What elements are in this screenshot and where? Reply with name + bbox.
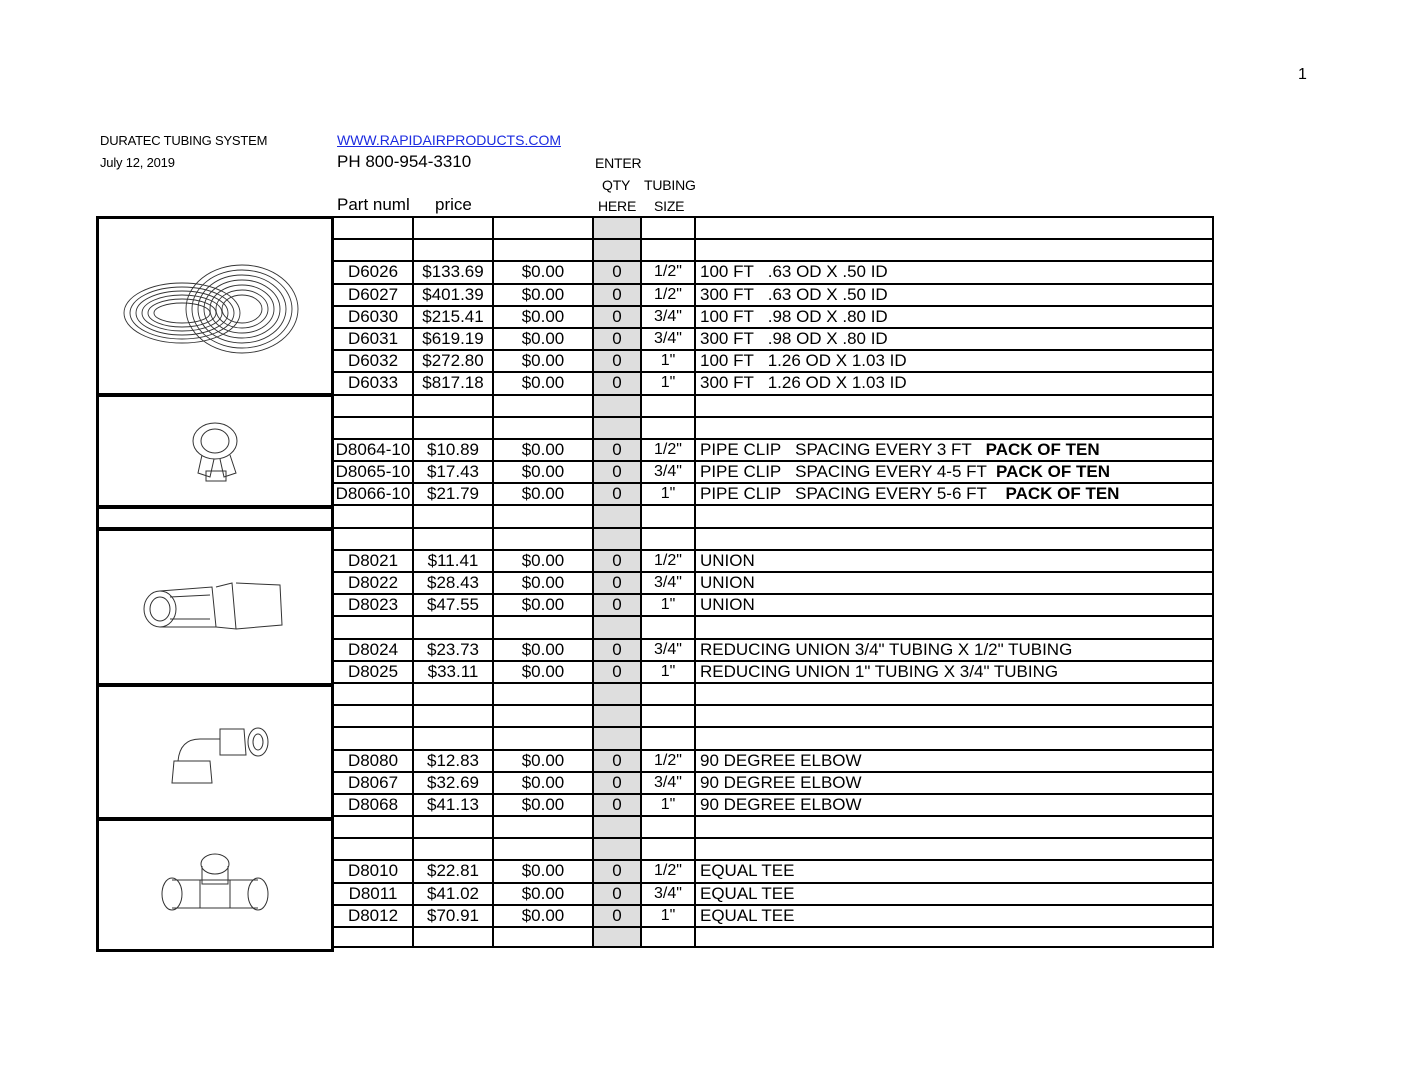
part-number-cell: D8012 xyxy=(334,906,414,926)
qty-input-cell[interactable]: 0 xyxy=(594,484,642,504)
tubing-size-cell: 3/4" xyxy=(642,773,696,793)
description-cell xyxy=(696,817,1214,837)
price-cell xyxy=(414,706,494,726)
price-cell: $817.18 xyxy=(414,373,494,393)
qty-input-cell[interactable]: 0 xyxy=(594,262,642,282)
qty-header: QTY xyxy=(602,177,631,193)
part-number-cell: D6030 xyxy=(334,307,414,327)
description-cell xyxy=(696,595,1214,615)
description-text: EQUAL TEE xyxy=(700,905,795,925)
part-number-cell: D8080 xyxy=(334,751,414,771)
table-row xyxy=(334,238,1214,260)
size-header: SIZE xyxy=(654,198,685,214)
part-number-cell: D8023 xyxy=(334,595,414,615)
extended-total-cell: $0.00 xyxy=(494,773,594,793)
price-cell: $33.11 xyxy=(414,662,494,682)
tubing-size-cell xyxy=(642,529,696,549)
extended-total-cell xyxy=(494,684,594,704)
description-text: 100 FT .98 OD X .80 ID xyxy=(700,306,888,326)
part-number-cell xyxy=(334,218,414,238)
qty-input-cell[interactable]: 0 xyxy=(594,595,642,615)
qty-input-cell[interactable] xyxy=(594,928,642,946)
price-cell: $70.91 xyxy=(414,906,494,926)
tubing-size-cell: 1/2" xyxy=(642,285,696,305)
description-bold-text: PACK OF TEN xyxy=(1005,484,1120,504)
tubing-image-box xyxy=(96,216,334,396)
part-number-cell xyxy=(334,706,414,726)
price-cell: $22.81 xyxy=(414,861,494,881)
price-cell: $619.19 xyxy=(414,329,494,349)
extended-total-cell: $0.00 xyxy=(494,795,594,815)
description-text: EQUAL TEE xyxy=(700,883,795,903)
part-number-cell xyxy=(334,684,414,704)
price-cell: $41.13 xyxy=(414,795,494,815)
qty-input-cell[interactable] xyxy=(594,218,642,238)
price-cell: $21.79 xyxy=(414,484,494,504)
description-cell xyxy=(696,373,1214,393)
part-number-cell: D6032 xyxy=(334,351,414,371)
part-number-cell: D8065-10 xyxy=(334,462,414,482)
extended-total-cell: $0.00 xyxy=(494,640,594,660)
tubing-size-cell xyxy=(642,396,696,416)
description-cell xyxy=(696,573,1214,593)
extended-total-cell: $0.00 xyxy=(494,861,594,881)
qty-input-cell[interactable] xyxy=(594,728,642,748)
tubing-size-cell xyxy=(642,728,696,748)
tubing-size-cell: 1" xyxy=(642,351,696,371)
description-text: 90 DEGREE ELBOW xyxy=(700,750,862,770)
extended-total-cell xyxy=(494,218,594,238)
tubing-size-cell: 1" xyxy=(642,373,696,393)
description-cell xyxy=(696,440,1214,460)
description-bold-text: PACK OF TEN xyxy=(996,462,1111,482)
price-cell xyxy=(414,506,494,526)
table-row xyxy=(334,438,1214,460)
table-row xyxy=(334,771,1214,793)
qty-input-cell[interactable]: 0 xyxy=(594,640,642,660)
part-number-cell xyxy=(334,728,414,748)
price-cell xyxy=(414,218,494,238)
table-row xyxy=(334,726,1214,748)
price-cell xyxy=(414,728,494,748)
union-image-box xyxy=(96,528,334,686)
part-number-cell xyxy=(334,396,414,416)
extended-total-cell: $0.00 xyxy=(494,906,594,926)
description-text: PIPE CLIP SPACING EVERY 5-6 FT xyxy=(700,484,1006,504)
description-cell xyxy=(696,706,1214,726)
price-cell xyxy=(414,529,494,549)
extended-total-cell: $0.00 xyxy=(494,329,594,349)
qty-input-cell[interactable] xyxy=(594,817,642,837)
tubing-size-cell: 3/4" xyxy=(642,884,696,904)
price-cell: $32.69 xyxy=(414,773,494,793)
description-cell xyxy=(696,218,1214,238)
description-text: PIPE CLIP SPACING EVERY 3 FT xyxy=(700,439,986,459)
pipe-clip-icon xyxy=(180,411,250,491)
extended-total-cell xyxy=(494,529,594,549)
qty-input-cell[interactable]: 0 xyxy=(594,573,642,593)
table-row xyxy=(334,904,1214,926)
qty-input-cell[interactable]: 0 xyxy=(594,307,642,327)
tubing-size-cell: 1" xyxy=(642,662,696,682)
part-number-cell xyxy=(334,506,414,526)
tubing-size-cell xyxy=(642,817,696,837)
price-cell: $47.55 xyxy=(414,595,494,615)
tee-fitting-icon xyxy=(160,850,270,920)
extended-total-cell xyxy=(494,506,594,526)
qty-input-cell[interactable]: 0 xyxy=(594,373,642,393)
price-cell: $28.43 xyxy=(414,573,494,593)
description-cell xyxy=(696,906,1214,926)
phone-number: PH 800-954-3310 xyxy=(337,152,472,171)
qty-input-cell[interactable] xyxy=(594,396,642,416)
extended-total-cell: $0.00 xyxy=(494,551,594,571)
extended-total-cell xyxy=(494,928,594,946)
description-text: UNION xyxy=(700,573,755,592)
extended-total-cell: $0.00 xyxy=(494,307,594,327)
part-number-cell xyxy=(334,240,414,260)
extended-total-cell xyxy=(494,728,594,748)
price-cell xyxy=(414,418,494,438)
part-number-cell xyxy=(334,529,414,549)
website-link[interactable]: WWW.RAPIDAIRPRODUCTS.COM xyxy=(337,132,561,148)
description-cell xyxy=(696,795,1214,815)
table-row xyxy=(334,216,1214,238)
table-row xyxy=(334,793,1214,815)
tubing-header: TUBING xyxy=(644,177,696,193)
table-row xyxy=(334,482,1214,504)
price-cell: $401.39 xyxy=(414,285,494,305)
tubing-coil-icon xyxy=(120,241,310,371)
description-cell xyxy=(696,884,1214,904)
tubing-size-cell: 3/4" xyxy=(642,307,696,327)
extended-total-cell xyxy=(494,617,594,637)
part-number-cell: D8022 xyxy=(334,573,414,593)
price-cell xyxy=(414,396,494,416)
tubing-size-cell: 1/2" xyxy=(642,262,696,282)
extended-total-cell: $0.00 xyxy=(494,373,594,393)
description-cell xyxy=(696,861,1214,881)
extended-total-cell xyxy=(494,418,594,438)
tee-image-box xyxy=(96,818,334,952)
tubing-size-cell: 3/4" xyxy=(642,462,696,482)
extended-total-cell xyxy=(494,396,594,416)
description-cell xyxy=(696,662,1214,682)
extended-total-cell: $0.00 xyxy=(494,484,594,504)
description-cell xyxy=(696,617,1214,637)
tubing-size-cell xyxy=(642,506,696,526)
price-cell xyxy=(414,617,494,637)
extended-total-cell xyxy=(494,817,594,837)
qty-input-cell[interactable]: 0 xyxy=(594,329,642,349)
date: July 12, 2019 xyxy=(100,155,175,170)
part-number-cell xyxy=(334,617,414,637)
qty-input-cell[interactable]: 0 xyxy=(594,906,642,926)
description-text: 90 DEGREE ELBOW xyxy=(700,794,862,814)
part-number-cell: D8068 xyxy=(334,795,414,815)
qty-input-cell[interactable]: 0 xyxy=(594,462,642,482)
description-text: PIPE CLIP SPACING EVERY 4-5 FT xyxy=(700,462,997,482)
tubing-size-cell xyxy=(642,617,696,637)
table-row xyxy=(334,704,1214,726)
price-cell: $23.73 xyxy=(414,640,494,660)
qty-input-cell[interactable] xyxy=(594,240,642,260)
description-text: 90 DEGREE ELBOW xyxy=(700,772,862,792)
description-cell xyxy=(696,418,1214,438)
clip-image-box xyxy=(96,394,334,508)
description-cell xyxy=(696,307,1214,327)
extended-total-cell: $0.00 xyxy=(494,884,594,904)
table-row xyxy=(334,305,1214,327)
tubing-size-cell xyxy=(642,418,696,438)
part-number-cell: D6027 xyxy=(334,285,414,305)
qty-input-cell[interactable] xyxy=(594,617,642,637)
qty-input-cell[interactable]: 0 xyxy=(594,751,642,771)
extended-total-cell: $0.00 xyxy=(494,595,594,615)
description-cell xyxy=(696,728,1214,748)
description-cell xyxy=(696,240,1214,260)
extended-total-cell: $0.00 xyxy=(494,751,594,771)
description-cell xyxy=(696,484,1214,504)
tubing-size-cell xyxy=(642,240,696,260)
spacer-image-box xyxy=(96,506,334,530)
page-number: 1 xyxy=(1298,66,1307,83)
table-row xyxy=(334,349,1214,371)
tubing-size-cell: 3/4" xyxy=(642,640,696,660)
description-cell xyxy=(696,351,1214,371)
tubing-size-cell: 1/2" xyxy=(642,440,696,460)
qty-input-cell[interactable]: 0 xyxy=(594,795,642,815)
description-cell xyxy=(696,684,1214,704)
table-row xyxy=(334,327,1214,349)
price-cell: $17.43 xyxy=(414,462,494,482)
tubing-size-cell xyxy=(642,218,696,238)
description-text: 100 FT 1.26 OD X 1.03 ID xyxy=(700,351,907,371)
qty-input-cell[interactable]: 0 xyxy=(594,773,642,793)
description-cell xyxy=(696,529,1214,549)
part-number-cell xyxy=(334,817,414,837)
description-cell xyxy=(696,329,1214,349)
description-cell xyxy=(696,462,1214,482)
qty-input-cell[interactable] xyxy=(594,506,642,526)
elbow-fitting-icon xyxy=(160,717,270,787)
extended-total-cell: $0.00 xyxy=(494,462,594,482)
price-cell xyxy=(414,928,494,946)
elbow-image-box xyxy=(96,684,334,820)
qty-input-cell[interactable] xyxy=(594,529,642,549)
enter-header: ENTER xyxy=(595,155,642,171)
qty-input-cell[interactable] xyxy=(594,706,642,726)
part-number-cell: D8024 xyxy=(334,640,414,660)
tubing-size-cell: 1/2" xyxy=(642,551,696,571)
table-row xyxy=(334,283,1214,305)
qty-input-cell[interactable]: 0 xyxy=(594,551,642,571)
description-cell xyxy=(696,551,1214,571)
extended-total-cell xyxy=(494,240,594,260)
table-row xyxy=(334,260,1214,282)
part-number-header: Part numl xyxy=(337,195,410,214)
table-row xyxy=(334,638,1214,660)
description-text: EQUAL TEE xyxy=(700,861,795,881)
union-fitting-icon xyxy=(140,577,290,637)
extended-total-cell: $0.00 xyxy=(494,351,594,371)
part-number-cell: D8064-10 xyxy=(334,440,414,460)
extended-total-cell: $0.00 xyxy=(494,262,594,282)
table-row xyxy=(334,682,1214,704)
price-cell xyxy=(414,817,494,837)
here-header: HERE xyxy=(598,198,637,214)
price-header: price xyxy=(435,195,472,214)
description-cell xyxy=(696,506,1214,526)
table-row xyxy=(334,571,1214,593)
table-row xyxy=(334,837,1214,859)
description-cell xyxy=(696,928,1214,946)
tubing-size-cell xyxy=(642,928,696,946)
tubing-size-cell xyxy=(642,706,696,726)
tubing-size-cell: 1" xyxy=(642,906,696,926)
tubing-size-cell xyxy=(642,839,696,859)
tubing-size-cell: 1/2" xyxy=(642,861,696,881)
qty-input-cell[interactable]: 0 xyxy=(594,662,642,682)
table-row xyxy=(334,882,1214,904)
part-number-cell: D6031 xyxy=(334,329,414,349)
price-cell: $12.83 xyxy=(414,751,494,771)
table-row xyxy=(334,593,1214,615)
description-text: UNION xyxy=(700,550,755,570)
part-number-cell xyxy=(334,928,414,946)
part-number-cell: D8066-10 xyxy=(334,484,414,504)
table-row xyxy=(334,549,1214,571)
price-cell: $11.41 xyxy=(414,551,494,571)
price-cell: $215.41 xyxy=(414,307,494,327)
table-row xyxy=(334,660,1214,682)
qty-input-cell[interactable] xyxy=(594,839,642,859)
extended-total-cell: $0.00 xyxy=(494,440,594,460)
price-cell: $272.80 xyxy=(414,351,494,371)
part-number-cell: D8025 xyxy=(334,662,414,682)
table-row xyxy=(334,615,1214,637)
tubing-size-cell: 1/2" xyxy=(642,751,696,771)
extended-total-cell: $0.00 xyxy=(494,285,594,305)
part-number-cell xyxy=(334,418,414,438)
table-row xyxy=(334,527,1214,549)
description-cell xyxy=(696,839,1214,859)
extended-total-cell xyxy=(494,706,594,726)
qty-input-cell[interactable]: 0 xyxy=(594,351,642,371)
price-cell: $10.89 xyxy=(414,440,494,460)
description-cell xyxy=(696,751,1214,771)
description-cell xyxy=(696,640,1214,660)
tubing-size-cell: 3/4" xyxy=(642,329,696,349)
description-bold-text: PACK OF TEN xyxy=(985,439,1100,459)
description-text: REDUCING UNION 1" TUBING X 3/4" TUBING xyxy=(700,661,1059,681)
part-number-cell: D6026 xyxy=(334,262,414,282)
qty-input-cell[interactable]: 0 xyxy=(594,861,642,881)
table-row xyxy=(334,504,1214,526)
qty-input-cell[interactable]: 0 xyxy=(594,285,642,305)
description-cell xyxy=(696,396,1214,416)
tubing-size-cell xyxy=(642,684,696,704)
extended-total-cell: $0.00 xyxy=(494,573,594,593)
table-row xyxy=(334,926,1214,948)
qty-input-cell[interactable] xyxy=(594,684,642,704)
extended-total-cell xyxy=(494,839,594,859)
order-table xyxy=(334,216,1214,948)
table-row xyxy=(334,859,1214,881)
price-cell: $41.02 xyxy=(414,884,494,904)
qty-input-cell[interactable]: 0 xyxy=(594,440,642,460)
description-text: REDUCING UNION 3/4" TUBING X 1/2" TUBING xyxy=(700,639,1073,659)
description-text: 300 FT .63 OD X .50 ID xyxy=(700,284,888,304)
part-number-cell: D8010 xyxy=(334,861,414,881)
tubing-size-cell: 3/4" xyxy=(642,573,696,593)
tubing-size-cell: 1" xyxy=(642,595,696,615)
description-text: 300 FT 1.26 OD X 1.03 ID xyxy=(700,373,907,393)
price-cell xyxy=(414,684,494,704)
price-cell xyxy=(414,839,494,859)
extended-total-cell: $0.00 xyxy=(494,662,594,682)
part-number-cell: D8067 xyxy=(334,773,414,793)
description-text: UNION xyxy=(700,595,755,615)
description-cell xyxy=(696,262,1214,282)
price-cell: $133.69 xyxy=(414,262,494,282)
part-number-cell xyxy=(334,839,414,859)
description-text: 300 FT .98 OD X .80 ID xyxy=(700,328,888,348)
table-row xyxy=(334,749,1214,771)
table-row xyxy=(334,371,1214,393)
description-cell xyxy=(696,285,1214,305)
part-number-cell: D8021 xyxy=(334,551,414,571)
table-row xyxy=(334,815,1214,837)
description-text: 100 FT .63 OD X .50 ID xyxy=(700,262,888,282)
table-row xyxy=(334,394,1214,416)
company-name: DURATEC TUBING SYSTEM xyxy=(100,133,268,148)
part-number-cell: D6033 xyxy=(334,373,414,393)
table-row xyxy=(334,460,1214,482)
qty-input-cell[interactable] xyxy=(594,418,642,438)
table-row xyxy=(334,416,1214,438)
tubing-size-cell: 1" xyxy=(642,795,696,815)
description-cell xyxy=(696,773,1214,793)
part-number-cell: D8011 xyxy=(334,884,414,904)
qty-input-cell[interactable]: 0 xyxy=(594,884,642,904)
tubing-size-cell: 1" xyxy=(642,484,696,504)
price-cell xyxy=(414,240,494,260)
